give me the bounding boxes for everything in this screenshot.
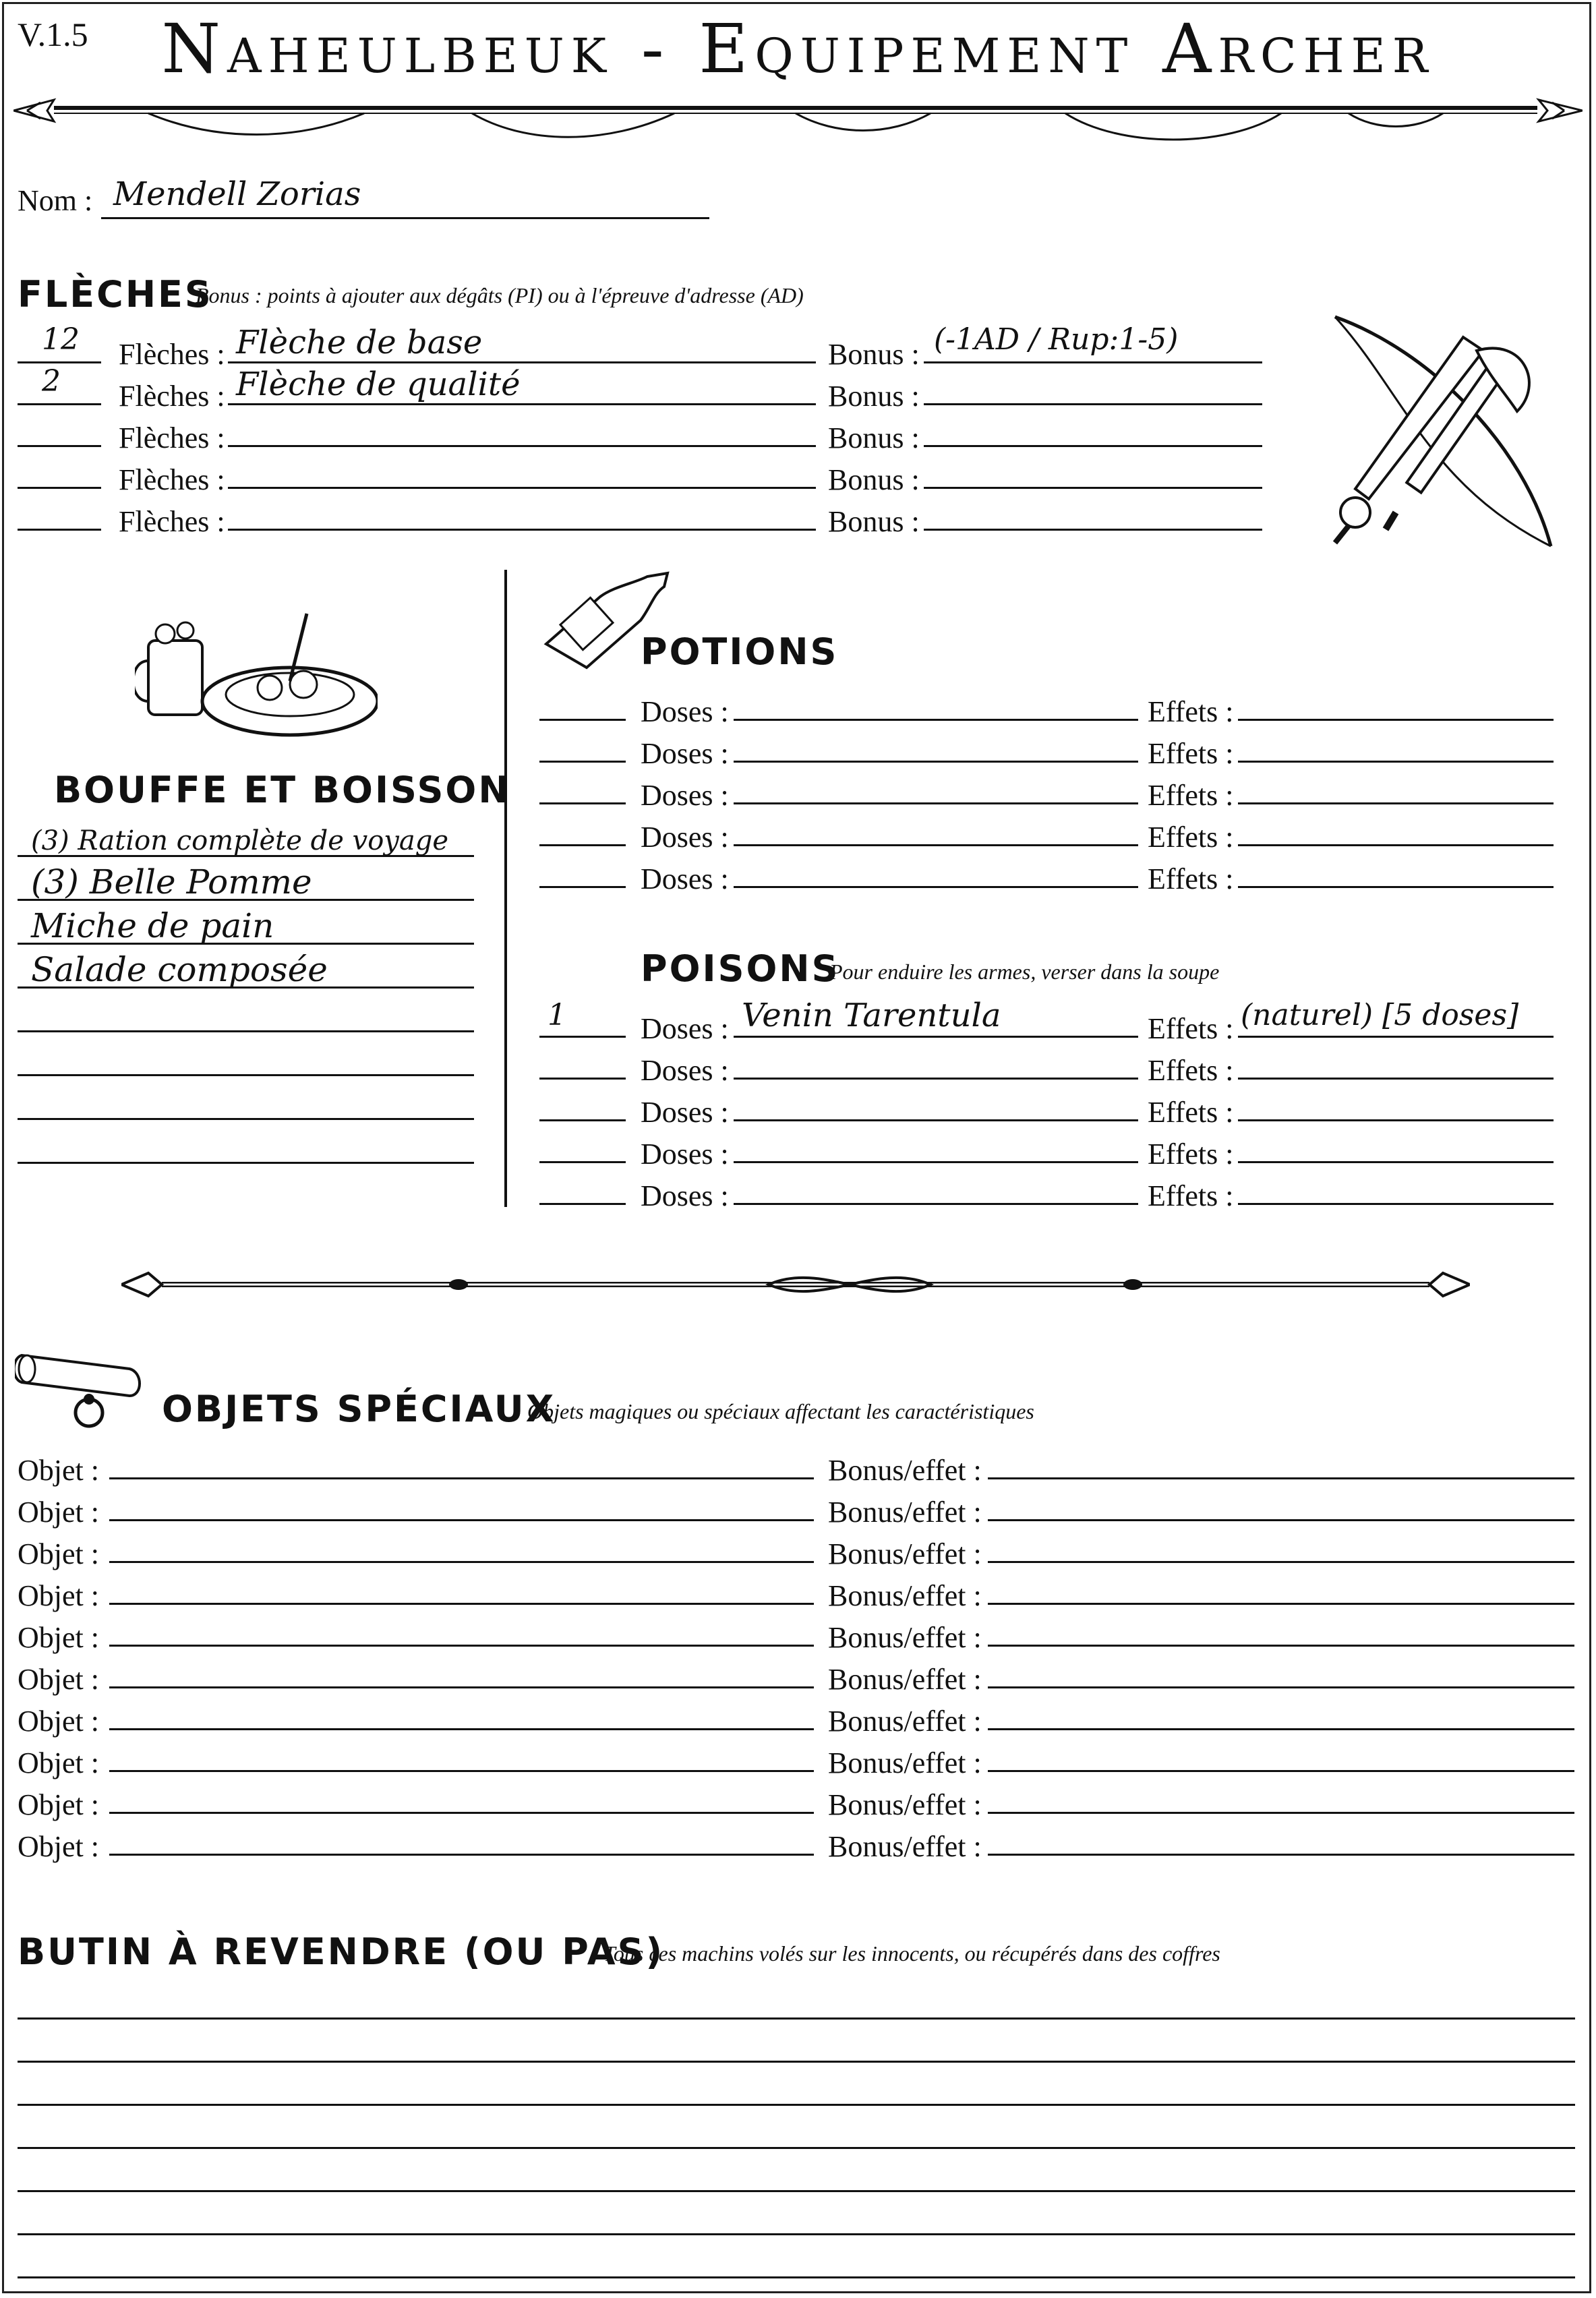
fleches-field-label: Flèches : bbox=[119, 380, 225, 413]
bonus-effet-label: Bonus/effet : bbox=[828, 1621, 982, 1654]
fleches-bonus-line bbox=[924, 487, 1262, 489]
potions-effets-line bbox=[1238, 719, 1554, 721]
objet-label: Objet : bbox=[18, 1830, 99, 1863]
potions-doses-line bbox=[734, 844, 1138, 846]
objet-label: Objet : bbox=[18, 1705, 99, 1738]
potions-effets-label: Effets : bbox=[1148, 862, 1234, 895]
fleches-name-line bbox=[228, 445, 816, 447]
potions-effets-label: Effets : bbox=[1148, 821, 1234, 854]
page-title: Naheulbeuk - Equipement Archer bbox=[161, 9, 1435, 88]
bouffe-line bbox=[18, 1162, 474, 1164]
potions-doses-line bbox=[734, 802, 1138, 804]
poisons-doses-label: Doses : bbox=[641, 1054, 729, 1087]
potions-effets-label: Effets : bbox=[1148, 779, 1234, 812]
poisons-effets-label: Effets : bbox=[1148, 1054, 1234, 1087]
butin-line[interactable] bbox=[18, 2190, 1575, 2192]
bouffe-line bbox=[18, 1118, 474, 1120]
poisons-effets-line bbox=[1238, 1119, 1554, 1121]
bonus-effet-line[interactable] bbox=[988, 1603, 1574, 1605]
fleches-qty-line bbox=[18, 361, 101, 363]
objet-label: Objet : bbox=[18, 1579, 99, 1612]
butin-line[interactable] bbox=[18, 2276, 1575, 2278]
poisons-note: Pour enduire les armes, verser dans la soupe bbox=[829, 960, 1220, 984]
poisons-doses[interactable]: Venin Tarentula bbox=[742, 997, 1001, 1034]
potions-doses-label: Doses : bbox=[641, 737, 729, 770]
potions-qty-line bbox=[539, 719, 626, 721]
fleches-bonus-line bbox=[924, 529, 1262, 531]
fleches-bonus-label: Bonus : bbox=[828, 463, 920, 496]
nom-label: Nom : bbox=[18, 184, 93, 217]
crossed-weapons-icon bbox=[1322, 310, 1564, 553]
poisons-effets-line bbox=[1238, 1161, 1554, 1163]
potions-doses-label: Doses : bbox=[641, 779, 729, 812]
bouffe-item[interactable]: (3) Belle Pomme bbox=[31, 862, 312, 902]
bonus-effet-line[interactable] bbox=[988, 1645, 1574, 1647]
objet-label: Objet : bbox=[18, 1454, 99, 1487]
poisons-qty-line bbox=[539, 1078, 626, 1080]
potions-qty-line bbox=[539, 844, 626, 846]
column-divider bbox=[504, 570, 507, 1207]
objet-label: Objet : bbox=[18, 1496, 99, 1529]
objet-line[interactable] bbox=[109, 1854, 814, 1856]
poisons-doses-line bbox=[734, 1119, 1138, 1121]
poisons-qty[interactable]: 1 bbox=[548, 998, 566, 1032]
bonus-effet-label: Bonus/effet : bbox=[828, 1579, 982, 1612]
bouffe-line bbox=[18, 899, 474, 901]
fleches-name-line bbox=[228, 403, 816, 405]
poisons-doses-line bbox=[734, 1203, 1138, 1205]
poisons-effets-line bbox=[1238, 1078, 1554, 1080]
poisons-qty-line bbox=[539, 1161, 626, 1163]
bouffe-item[interactable]: Miche de pain bbox=[31, 906, 274, 945]
potions-doses-line bbox=[734, 886, 1138, 888]
bonus-effet-line[interactable] bbox=[988, 1854, 1574, 1856]
objet-line[interactable] bbox=[109, 1519, 814, 1521]
fleches-name[interactable]: Flèche de base bbox=[236, 324, 483, 361]
fleches-bonus-line bbox=[924, 403, 1262, 405]
bouffe-item[interactable]: (3) Ration complète de voyage bbox=[31, 825, 449, 856]
potions-effets-line bbox=[1238, 761, 1554, 763]
fleches-bonus-line bbox=[924, 445, 1262, 447]
bouffe-item[interactable]: Salade composée bbox=[31, 950, 328, 989]
bonus-effet-line[interactable] bbox=[988, 1477, 1574, 1479]
potions-qty-line bbox=[539, 802, 626, 804]
potions-qty-line bbox=[539, 886, 626, 888]
fleches-qty[interactable]: 12 bbox=[42, 322, 80, 357]
fleches-qty-line bbox=[18, 487, 101, 489]
butin-line[interactable] bbox=[18, 2061, 1575, 2063]
bonus-effet-label: Bonus/effet : bbox=[828, 1830, 982, 1863]
poisons-qty-line bbox=[539, 1203, 626, 1205]
potions-effets-label: Effets : bbox=[1148, 737, 1234, 770]
fleches-name-line bbox=[228, 361, 816, 363]
fleches-field-label: Flèches : bbox=[119, 505, 225, 538]
scroll-ring-icon bbox=[15, 1342, 156, 1430]
poisons-effets-line bbox=[1238, 1203, 1554, 1205]
objet-line[interactable] bbox=[109, 1686, 814, 1688]
butin-line[interactable] bbox=[18, 2233, 1575, 2235]
poisons-doses-label: Doses : bbox=[641, 1012, 729, 1045]
fleches-name[interactable]: Flèche de qualité bbox=[236, 365, 521, 403]
potions-doses-label: Doses : bbox=[641, 821, 729, 854]
butin-line[interactable] bbox=[18, 2017, 1575, 2020]
poisons-doses-label: Doses : bbox=[641, 1179, 729, 1212]
bonus-effet-line[interactable] bbox=[988, 1770, 1574, 1772]
fleches-name-line bbox=[228, 487, 816, 489]
poisons-qty-line bbox=[539, 1119, 626, 1121]
version-label: V.1.5 bbox=[18, 16, 88, 53]
objet-line[interactable] bbox=[109, 1477, 814, 1479]
objet-line[interactable] bbox=[109, 1603, 814, 1605]
bonus-effet-label: Bonus/effet : bbox=[828, 1788, 982, 1821]
bonus-effet-label: Bonus/effet : bbox=[828, 1746, 982, 1779]
poisons-effets-label: Effets : bbox=[1148, 1138, 1234, 1171]
potions-effets-line bbox=[1238, 886, 1554, 888]
poisons-effets-label: Effets : bbox=[1148, 1179, 1234, 1212]
objet-label: Objet : bbox=[18, 1663, 99, 1696]
potions-doses-label: Doses : bbox=[641, 695, 729, 728]
poisons-effets-label: Effets : bbox=[1148, 1012, 1234, 1045]
bouffe-line bbox=[18, 1074, 474, 1076]
nom-line bbox=[101, 217, 709, 219]
bonus-effet-label: Bonus/effet : bbox=[828, 1496, 982, 1529]
fleches-bonus-label: Bonus : bbox=[828, 380, 920, 413]
bouffe-line bbox=[18, 1030, 474, 1032]
fleches-bonus-label: Bonus : bbox=[828, 338, 920, 371]
potions-doses-line bbox=[734, 719, 1138, 721]
potions-title: POTIONS bbox=[641, 630, 839, 673]
fleches-name-line bbox=[228, 529, 816, 531]
bonus-effet-line[interactable] bbox=[988, 1686, 1574, 1688]
fleches-qty[interactable]: 2 bbox=[42, 364, 61, 399]
objet-label: Objet : bbox=[18, 1746, 99, 1779]
potions-effets-label: Effets : bbox=[1148, 695, 1234, 728]
objet-line[interactable] bbox=[109, 1561, 814, 1563]
bouffe-line bbox=[18, 855, 474, 857]
potions-effets-line bbox=[1238, 844, 1554, 846]
poisons-effets[interactable]: (naturel) [5 doses] bbox=[1241, 998, 1519, 1032]
objet-line[interactable] bbox=[109, 1770, 814, 1772]
bouffe-line bbox=[18, 986, 474, 989]
potions-effets-line bbox=[1238, 802, 1554, 804]
staff-divider-icon bbox=[121, 1261, 1470, 1308]
bouffe-line bbox=[18, 943, 474, 945]
objets-title: OBJETS SPÉCIAUX bbox=[162, 1388, 556, 1430]
fleches-field-label: Flèches : bbox=[119, 463, 225, 496]
objet-label: Objet : bbox=[18, 1788, 99, 1821]
fleches-bonus-line bbox=[924, 361, 1262, 363]
nom-value[interactable]: Mendell Zorias bbox=[113, 175, 361, 213]
fleches-bonus[interactable]: (-1AD / Rup:1-5) bbox=[934, 322, 1179, 357]
bouffe-title: BOUFFE ET BOISSON bbox=[54, 769, 511, 811]
fleches-field-label: Flèches : bbox=[119, 421, 225, 454]
fleches-bonus-label: Bonus : bbox=[828, 421, 920, 454]
fleches-title: FLÈCHES bbox=[18, 273, 213, 316]
fleches-qty-line bbox=[18, 445, 101, 447]
fleches-qty-line bbox=[18, 403, 101, 405]
poisons-doses-line bbox=[734, 1078, 1138, 1080]
fleches-note: Bonus : points à ajouter aux dégâts (PI) ou à l'épreuve d'adresse (AD) bbox=[196, 283, 804, 307]
bonus-effet-label: Bonus/effet : bbox=[828, 1705, 982, 1738]
butin-title: BUTIN À REVENDRE (OU PAS) bbox=[18, 1931, 665, 1973]
poisons-effets-line bbox=[1238, 1036, 1554, 1038]
arrow-divider-icon bbox=[13, 81, 1583, 148]
food-mug-icon bbox=[135, 607, 378, 742]
fleches-bonus-label: Bonus : bbox=[828, 505, 920, 538]
objet-line[interactable] bbox=[109, 1812, 814, 1814]
potions-doses-label: Doses : bbox=[641, 862, 729, 895]
bonus-effet-line[interactable] bbox=[988, 1519, 1574, 1521]
objet-line[interactable] bbox=[109, 1645, 814, 1647]
fleches-qty-line bbox=[18, 529, 101, 531]
fleches-field-label: Flèches : bbox=[119, 338, 225, 371]
potions-doses-line bbox=[734, 761, 1138, 763]
poisons-doses-line bbox=[734, 1036, 1138, 1038]
butin-line[interactable] bbox=[18, 2147, 1575, 2149]
poisons-doses-label: Doses : bbox=[641, 1138, 729, 1171]
poisons-title: POISONS bbox=[641, 947, 840, 990]
poisons-effets-label: Effets : bbox=[1148, 1096, 1234, 1129]
bonus-effet-line[interactable] bbox=[988, 1561, 1574, 1563]
bonus-effet-label: Bonus/effet : bbox=[828, 1663, 982, 1696]
bonus-effet-label: Bonus/effet : bbox=[828, 1537, 982, 1570]
poisons-doses-label: Doses : bbox=[641, 1096, 729, 1129]
butin-note: Tous ces machins volés sur les innocents, ou récupérés dans des coffres bbox=[603, 1941, 1220, 1966]
objet-label: Objet : bbox=[18, 1537, 99, 1570]
objet-line[interactable] bbox=[109, 1728, 814, 1730]
objets-note: Objets magiques ou spéciaux affectant les caractéristiques bbox=[527, 1399, 1034, 1423]
bonus-effet-line[interactable] bbox=[988, 1812, 1574, 1814]
objet-label: Objet : bbox=[18, 1621, 99, 1654]
bonus-effet-label: Bonus/effet : bbox=[828, 1454, 982, 1487]
butin-line[interactable] bbox=[18, 2104, 1575, 2106]
poisons-qty-line bbox=[539, 1036, 626, 1038]
bonus-effet-line[interactable] bbox=[988, 1728, 1574, 1730]
poisons-doses-line bbox=[734, 1161, 1138, 1163]
potions-qty-line bbox=[539, 761, 626, 763]
